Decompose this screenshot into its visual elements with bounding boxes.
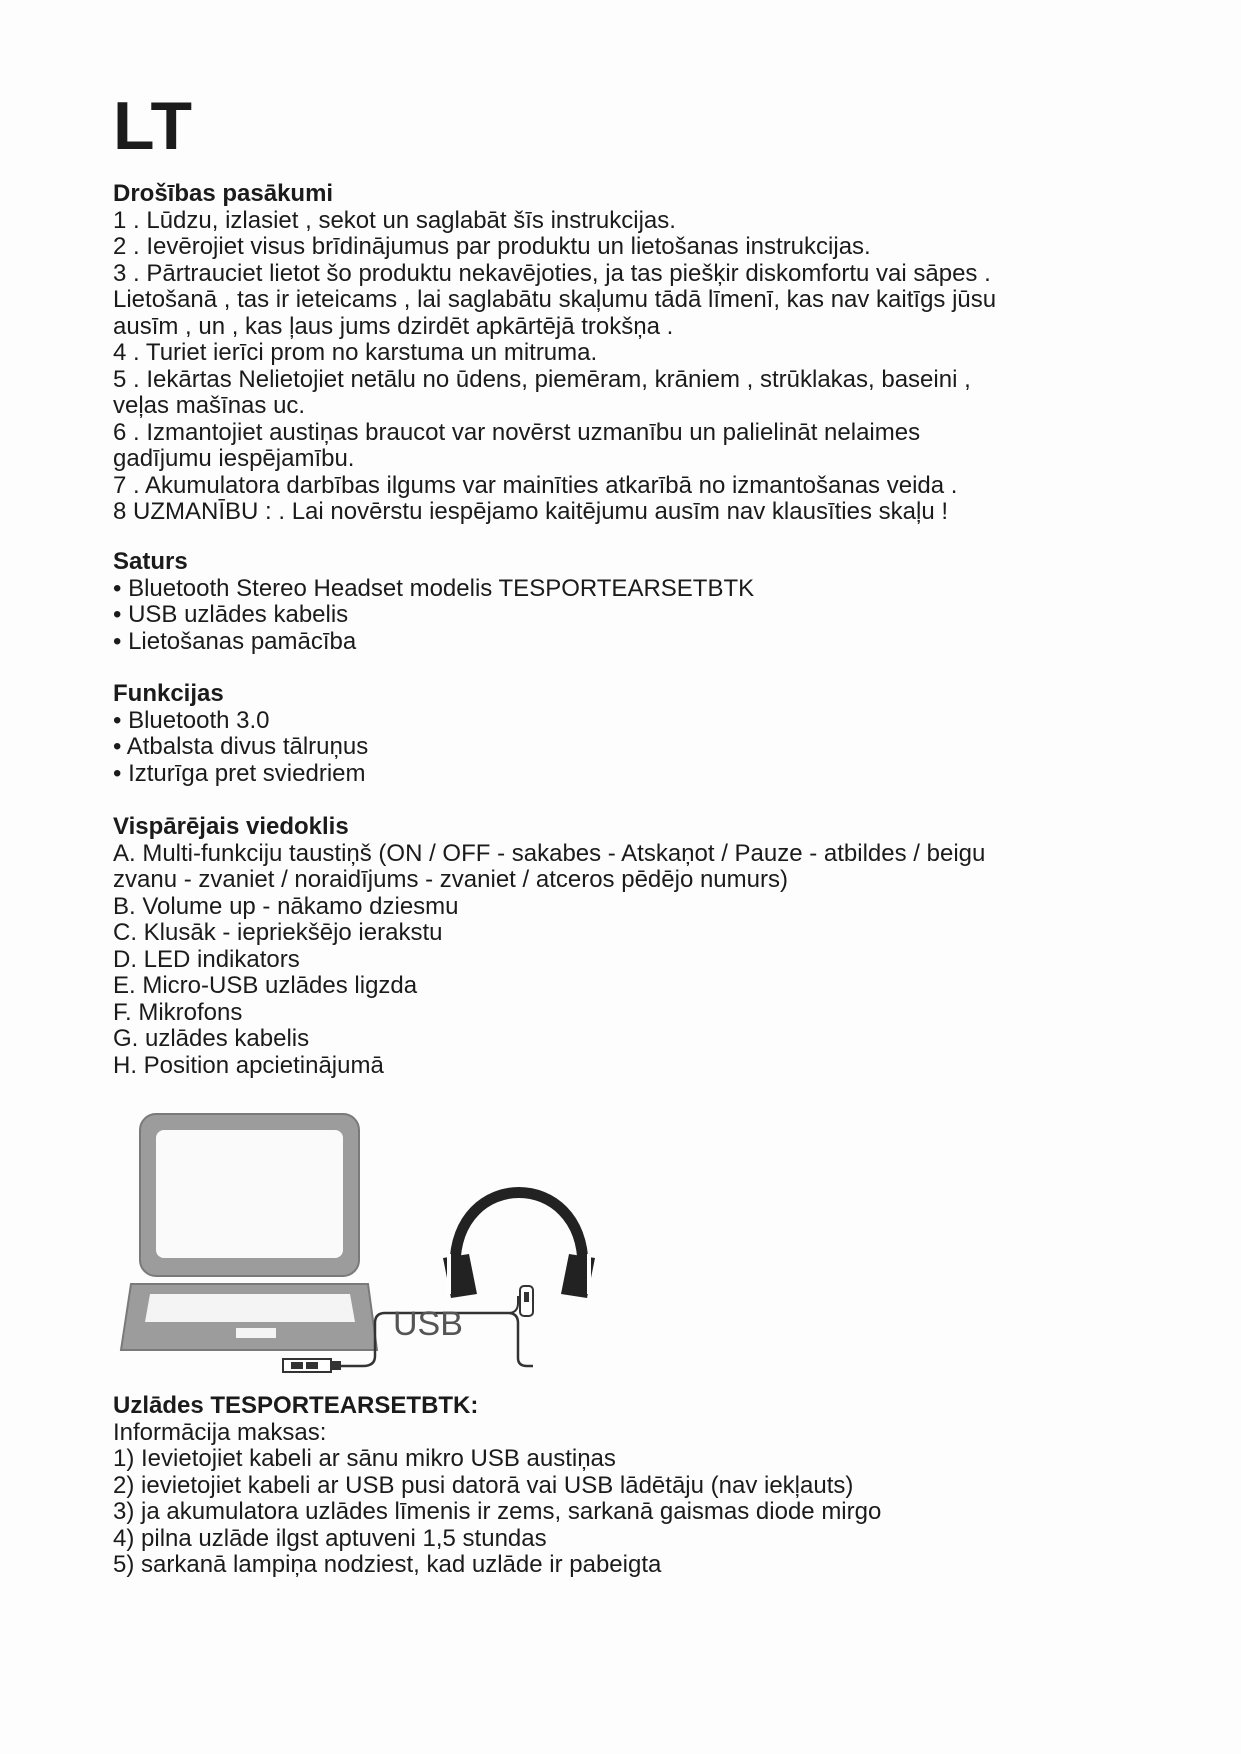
overview-item: C. Klusāk - iepriekšējo ierakstu [113, 919, 443, 946]
safety-line: 7 . Akumulatora darbības ilgums var mainīties atkarībā no izmantošanas veida . [113, 471, 958, 499]
overview-item: B. Volume up - nākamo dziesmu [113, 892, 459, 920]
laptop-icon [121, 1114, 377, 1350]
safety-lines [113, 208, 1123, 526]
safety-line: 3 . Pārtrauciet lietot šo produktu nekavējoties, ja tas piešķir diskomfortu vai sāpes . [113, 259, 991, 287]
overview-item: A. Multi-funkciju taustiņš (ON / OFF - sakabes - Atskaņot / Pauze - atbildes / beigu [113, 839, 986, 867]
safety-section [113, 181, 1123, 526]
charging-line: 2) ievietojiet kabeli ar USB pusi datorā vai USB lādētāju (nav iekļauts) [113, 1471, 854, 1499]
micro-usb-connector-icon [520, 1286, 533, 1316]
safety-title: Drošības pasākumi [113, 180, 334, 207]
safety-line: 5 . Iekārtas Nelietojiet netālu no ūdens, piemēram, krāniem , strūklakas, baseini , [113, 365, 971, 393]
charging-title: Uzlādes TESPORTEARSETBTK: [113, 1392, 479, 1419]
contents-item: • USB uzlādes kabelis [113, 601, 349, 628]
charging-line: 5) sarkanā lampiņa nodziest, kad uzlāde ir pabeigta [113, 1551, 662, 1578]
features-title: Funkcijas [113, 680, 224, 707]
charging-section [113, 1393, 1123, 1579]
contents-title: Saturs [113, 548, 188, 575]
contents-section [113, 549, 1123, 655]
safety-line: ausīm , un , kas ļaus jums dzirdēt apkārtējā trokšņa . [113, 312, 674, 340]
charging-illustration [113, 1108, 613, 1378]
safety-line: Lietošanā , tas ir ieteicams , lai saglabātu skaļumu tādā līmenī, kas nav kaitīgs jūsu [113, 286, 997, 313]
features-section [113, 681, 1123, 787]
safety-line: veļas mašīnas uc. [113, 392, 306, 419]
charging-illustration-svg [113, 1108, 613, 1378]
overview-section [113, 814, 1123, 1079]
usb-label: USB [393, 1305, 463, 1343]
safety-line: 4 . Turiet ierīci prom no karstuma un mitruma. [113, 339, 598, 366]
overview-item: E. Micro-USB uzlādes ligzda [113, 972, 418, 999]
charging-line: 4) pilna uzlāde ilgst aptuveni 1,5 stundas [113, 1524, 547, 1552]
overview-item: H. Position apcietinājumā [113, 1051, 384, 1079]
overview-title: Vispārējais viedoklis [113, 813, 349, 840]
contents-item: • Bluetooth Stereo Headset modelis TESPORTEARSETBTK [113, 574, 755, 602]
safety-line: 2 . Ievērojiet visus brīdinājumus par produktu un lietošanas instrukcijas. [113, 233, 871, 260]
safety-line: 1 . Lūdzu, izlasiet , sekot un saglabāt šīs instrukcijas. [113, 206, 676, 234]
overview-item: D. LED indikators [113, 945, 300, 973]
language-code-heading: LT [113, 88, 194, 164]
safety-line: 8 UZMANĪBU : . Lai novērstu iespējamo kaitējumu ausīm nav klausīties skaļu ! [113, 498, 949, 525]
contents-item: • Lietošanas pamācība [113, 627, 357, 655]
features-item: • Atbalsta divus tālruņus [113, 733, 369, 760]
overview-item: zvanu - zvaniet / noraidījums - zvaniet / atceros pēdējo numurs) [113, 866, 788, 893]
safety-line: 6 . Izmantojiet austiņas braucot var novērst uzmanību un palielināt nelaimes [113, 418, 921, 446]
features-item: • Bluetooth 3.0 [113, 706, 270, 734]
overview-item: F. Mikrofons [113, 998, 243, 1026]
charging-line: 3) ja akumulatora uzlādes līmenis ir zems, sarkanā gaismas diode mirgo [113, 1498, 882, 1525]
charging-line: Informācija maksas: [113, 1418, 327, 1446]
usb-cable-upper [508, 1296, 518, 1313]
overview-item: G. uzlādes kabelis [113, 1025, 310, 1052]
features-lines [113, 708, 1123, 788]
charging-lines [113, 1420, 1123, 1579]
headset-icon [443, 1193, 595, 1299]
usb-plug-icon [283, 1359, 341, 1372]
overview-lines [113, 841, 1123, 1080]
safety-line: gadījumu iespējamību. [113, 445, 355, 472]
features-item: • Izturīga pret sviedriem [113, 759, 366, 787]
contents-lines [113, 576, 1123, 656]
charging-line: 1) Ievietojiet kabeli ar sānu mikro USB austiņas [113, 1445, 616, 1472]
